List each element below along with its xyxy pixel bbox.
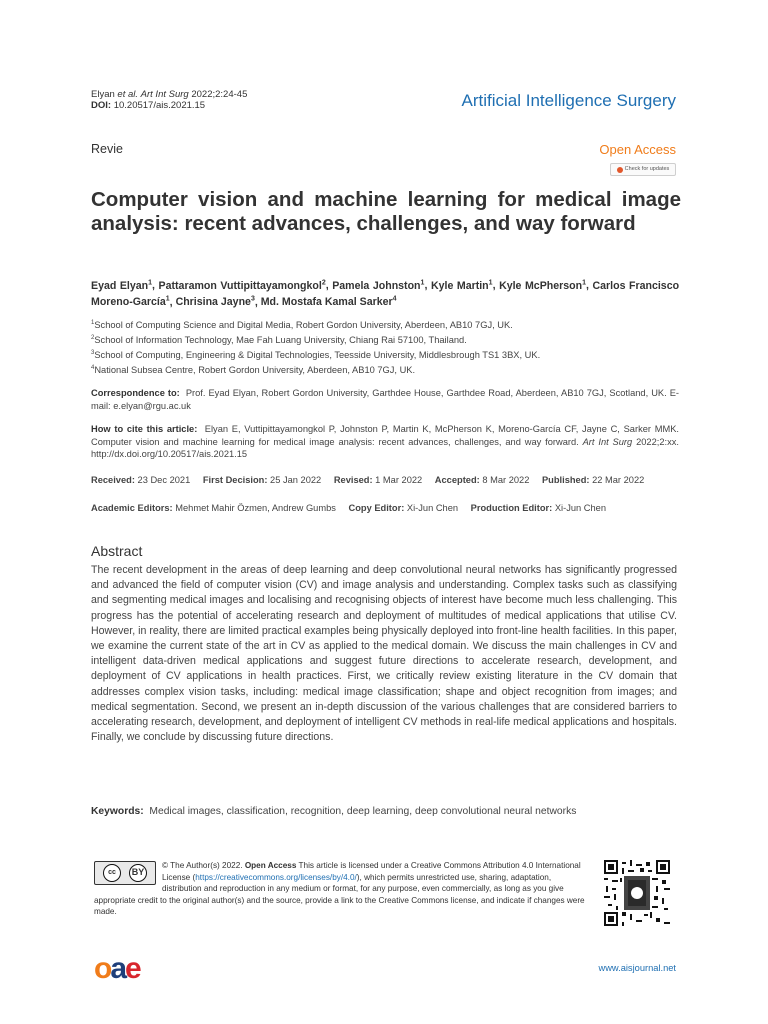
website-link[interactable]: www.aisjournal.net (598, 963, 676, 973)
author-list: Eyad Elyan$^1$, Pattaramon Vuttipittayamongkol$^2$, Pamela Johnston$^1$, Kyle Martin$^1$, Kyle McPherson$^1$, Carlos Francisco Moreno-García$^1$, Chrisina Jayne$^3$, Md. Mostafa Kamal Sarker$^4$ (91, 279, 680, 309)
author[interactable]: Kyle Martin$^1$ (430, 279, 493, 292)
abstract-text: The recent development in the areas of deep learning and deep convolutional neural networks has significantly progressed and advanced the field of computer vision (CV) and image analysis and understanding. Complex tasks such as classifying and segmenting medical images and localising and recognising objects of interest have become much less challenging. This progress has the potential of accelerating research and deployment of multitudes of medical applications that utilise CV. However, in reality, there are limited practical examples being physically deployed into front-line health facilities. In this paper, we examine the current state of the art in CV as applied to the medical domain. We discuss the main challenges in CV and intelligent data-driven medical applications and suggest future directions to accelerate research, development, and deployment of CV applications in health practices. First, we critically review existing literature in the CV domain that addresses complex vision tasks, including: medical image classification; shape and object recognition from images; and medical segmentation. Second, we present an in-depth discussion of the various challenges that are considered barriers to accelerating research, development, and deployment of intelligent CV methods in real-life medical applications and hospitals. Finally, we conclude by discussing future directions. (91, 564, 677, 744)
abstract-heading: Abstract (91, 543, 143, 559)
article-type: Revie (91, 142, 123, 156)
correspondence: Correspondence to: Prof. Eyad Elyan, Robert Gordon University, Garthdee House, Garthdee Road, Aberdeen, AB10 7GJ, Scotland, UK. E-mail: e.elyan@rgu.ac.uk (91, 388, 680, 411)
date-revised: Revised: 1 Mar 2022 (333, 475, 423, 485)
affiliation: $^2$School of Information Technology, Mae Fah Luang University, Chiang Rai 57100, Thailand. (91, 335, 467, 346)
article-title: Computer vision and machine learning for medical image analysis: recent advances, challenges, and way forward (91, 188, 681, 235)
update-badge-icon (617, 167, 623, 173)
check-for-updates-button[interactable]: Check for updates (610, 163, 676, 176)
citation-header: Elyan et al. Art Int Surg 2022;2:24-45 DOI: 10.20517/ais.2021.15 (91, 89, 248, 111)
attribution-icon: BY (129, 864, 147, 882)
doi-link[interactable]: 10.20517/ais.2021.15 (113, 100, 206, 111)
author[interactable]: Chrisina Jayne$^3$ (175, 295, 255, 309)
license-link[interactable]: https://creativecommons.org/licenses/by/4.0/ (195, 872, 357, 882)
date-first-decision: First Decision: 25 Jan 2022 (202, 475, 322, 485)
date-accepted: Accepted: 8 Mar 2022 (434, 475, 530, 485)
affiliation: $^1$School of Computing Science and Digital Media, Robert Gordon University, Aberdeen, AB10 7GJ, UK. (91, 320, 513, 331)
author[interactable]: Md. Mostafa Kamal Sarker$^4$ (260, 295, 397, 309)
journal-name: Artificial Intelligence Surgery (461, 91, 676, 110)
open-access-label: Open Access (599, 142, 676, 157)
cc-by-badge[interactable] (94, 861, 156, 885)
academic-editors: Academic Editors: Mehmet Mahir Özmen, Andrew Gumbs (91, 503, 336, 513)
affiliations (91, 317, 681, 377)
affiliation: $^4$National Subsea Centre, Robert Gordon University, Aberdeen, AB10 7GJ, UK. (91, 365, 416, 376)
affiliation: $^3$School of Computing, Engineering & Digital Technologies, Teesside University, Middlesbrough TS1 3BX, UK. (91, 350, 541, 361)
author[interactable]: Eyad Elyan$^1$ (91, 279, 153, 292)
author[interactable]: Carlos Francisco Moreno-García$^1$ (91, 279, 680, 309)
author[interactable]: Pattaramon Vuttipittayamongkol$^2$ (158, 279, 326, 292)
date-received: Received: 23 Dec 2021 (91, 475, 191, 485)
date-published: Published: 22 Mar 2022 (541, 475, 645, 485)
how-to-cite: How to cite this article: Elyan E, Vuttipittayamongkol P, Johnston P, Martin K, McPherson K, Moreno-García CF, Jayne C, Sarker MMK. Computer vision and machine learning for medical image analysis: recent advances, challenges, and way forward. Art Int Surg 2022;2:xx. http://dx.doi.org/10.20517/ais.2021.15 (91, 424, 679, 459)
license-notice: cc BY © The Author(s) 2022. Open Access This article is licensed under a Creative Commons Attribution 4.0 International License (https://creativecommons.org/licenses/by/4.0/), which permits unrestricted use, sharing, adaptation, distribution and reproduction in any medium or format, for any purpose, even commercially, as long as you give appropriate credit to the original author(s) and the source, provide a link to the Creative Commons license, and indicate if changes were made. (94, 861, 585, 916)
author[interactable]: Kyle McPherson$^1$ (499, 279, 586, 292)
creative-commons-icon: cc (103, 864, 121, 882)
production-editor: Production Editor: Xi-Jun Chen (470, 503, 607, 513)
qr-code-icon[interactable] (604, 860, 670, 926)
author[interactable]: Pamela Johnston$^1$ (332, 279, 425, 292)
oae-logo: oae (94, 952, 140, 985)
publication-dates (91, 475, 644, 485)
keywords: Keywords: Medical images, classification, recognition, deep learning, deep convolutional neural networks (91, 806, 577, 817)
copy-editor: Copy Editor: Xi-Jun Chen (348, 503, 459, 513)
editors (91, 503, 606, 513)
